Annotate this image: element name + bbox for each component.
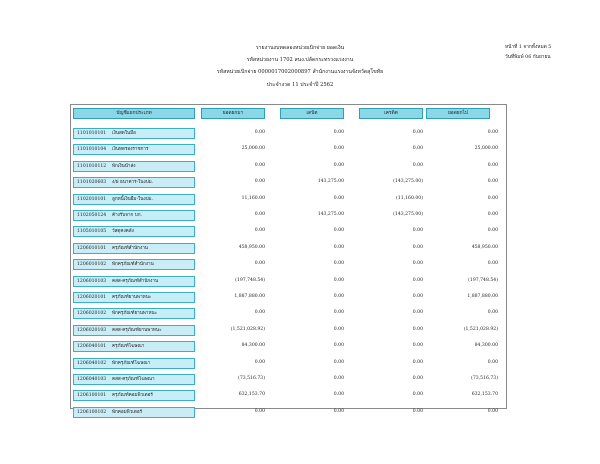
balance-cell: (73,516.73) [471, 376, 498, 381]
account-cell [73, 407, 195, 418]
debit-cell: 0.00 [333, 195, 344, 201]
balance-cell: 1,887,880.00 [467, 294, 498, 299]
carried-cell: 1,887,880.00 [234, 294, 265, 299]
account-cell [73, 276, 195, 287]
table-row [71, 161, 508, 173]
carried-cell: 0.00 [254, 261, 265, 267]
table-row [71, 259, 508, 271]
table-row [71, 226, 508, 238]
account-name: พักเงินนำส่ง [112, 163, 136, 169]
carried-cell: 0.00 [254, 310, 265, 316]
account-cell [73, 210, 195, 221]
credit-cell: (11,160.00) [396, 195, 423, 201]
account-name: เงินสดในมือ [112, 131, 136, 136]
carried-cell: 84,300.00 [241, 343, 265, 349]
account-name: วัสดุคงคลัง [112, 229, 134, 235]
account-name: ครุภัณฑ์สำนักงาน [112, 245, 148, 251]
debit-cell: 0.00 [333, 294, 344, 299]
column-header-carried: ยอดยกมา [201, 108, 265, 119]
credit-cell: 0.00 [412, 343, 423, 349]
credit-cell: 0.00 [412, 359, 423, 365]
debit-cell: 0.00 [333, 277, 344, 283]
credit-cell: 0.00 [412, 310, 423, 316]
account-code: 1102010101 [77, 196, 107, 202]
credit-cell: 0.00 [412, 376, 423, 381]
debit-cell: 0.00 [333, 146, 344, 152]
account-cell [73, 177, 195, 188]
balance-cell: 0.00 [487, 162, 498, 168]
account-name: พักครุภัณฑ์โฆษณา [112, 360, 151, 366]
account-code: 1206040103 [77, 377, 107, 382]
debit-cell: 143,275.00 [317, 179, 344, 185]
account-name: ลูกหนี้เงินยืม-ในงปม. [112, 196, 154, 202]
account-cell [73, 128, 195, 139]
credit-cell: 0.00 [412, 261, 423, 267]
debit-cell: 0.00 [333, 326, 344, 332]
credit-cell: 0.00 [412, 162, 423, 168]
column-header-balance: ยอดยกไป [426, 108, 490, 119]
balance-cell: (197,748.54) [468, 277, 498, 283]
balance-cell: 0.00 [487, 359, 498, 365]
account-name: เงินทดรองราชการ [112, 147, 149, 153]
account-code: 1101020603 [77, 180, 107, 186]
period-line: ประจำงวด 11 ประจำปี 2562 [266, 82, 334, 88]
carried-cell: (197,748.54) [235, 277, 265, 283]
balance-cell: 0.00 [487, 212, 498, 217]
carried-cell: 25,000.00 [241, 146, 265, 152]
account-cell [73, 292, 195, 303]
account-code: 1206020101 [77, 295, 107, 300]
carried-cell: 0.00 [254, 162, 265, 168]
account-code: 1206040101 [77, 344, 107, 350]
balance-cell: 0.00 [487, 195, 498, 201]
table-row [71, 407, 508, 419]
carried-cell: 0.00 [254, 408, 265, 414]
account-code: 1206100102 [77, 409, 107, 415]
balance-cell: 25,000.00 [474, 146, 498, 152]
credit-cell: 0.00 [412, 326, 423, 332]
carried-cell: 0.00 [254, 212, 265, 217]
table-row [71, 177, 508, 189]
table-row [71, 144, 508, 156]
account-name: ง/ฝ ธนาคาร-ในงปม. [112, 180, 154, 186]
account-code: 1206010102 [77, 262, 107, 268]
account-cell [73, 161, 195, 172]
credit-cell: 0.00 [412, 408, 423, 414]
trial-balance-table [70, 104, 507, 415]
balance-cell: 0.00 [487, 408, 498, 414]
account-cell [73, 243, 195, 254]
table-row [71, 128, 508, 140]
credit-cell: 0.00 [412, 277, 423, 283]
account-cell [73, 308, 195, 319]
table-row [71, 210, 508, 222]
balance-cell: 0.00 [487, 261, 498, 267]
credit-cell: 0.00 [412, 146, 423, 152]
balance-cell: (1,521,028.92) [463, 326, 498, 332]
balance-cell: 0.00 [487, 179, 498, 185]
account-code: 1206040102 [77, 360, 107, 366]
account-name: พักครุภัณฑ์สำนักงาน [112, 262, 154, 268]
balance-cell: 0.00 [487, 310, 498, 316]
debit-cell: 0.00 [333, 359, 344, 365]
table-row [71, 390, 508, 402]
account-cell [73, 358, 195, 369]
account-name: ครุภัณฑ์คอมพิวเตอร์ [112, 393, 153, 399]
carried-cell: 0.00 [254, 179, 265, 185]
account-code: 1206010103 [77, 278, 107, 284]
account-name: ครุภัณฑ์โฆษณา [112, 344, 145, 350]
account-cell [73, 144, 195, 155]
account-code: 1101010101 [77, 131, 107, 136]
credit-cell: 0.00 [412, 130, 423, 135]
table-row [71, 194, 508, 206]
page-number: หน้าที่ 1 จากทั้งหมด 5 [505, 45, 552, 50]
balance-cell: 84,300.00 [474, 343, 498, 349]
table-row [71, 243, 508, 255]
carried-cell: (1,521,028.92) [230, 326, 265, 332]
table-row [71, 341, 508, 353]
account-code: 1102050124 [77, 213, 107, 218]
debit-cell: 0.00 [333, 310, 344, 316]
account-name: ครุภัณฑ์ยานพาหนะ [112, 295, 152, 300]
account-name: ค้างรับจาก บก. [112, 213, 142, 218]
table-row [71, 276, 508, 288]
account-name: คสส-ครุภัณฑ์ยานพาหนะ [112, 327, 162, 333]
credit-cell: 0.00 [412, 228, 423, 234]
balance-cell: 458,950.00 [471, 244, 498, 250]
debit-cell: 0.00 [333, 408, 344, 414]
print-date: วันที่พิมพ์ 06 กันยายน [505, 55, 551, 60]
account-cell [73, 390, 195, 401]
debit-cell: 143,275.00 [317, 212, 344, 217]
account-code: 1206100101 [77, 393, 107, 399]
account-name: พักครุภัณฑ์ยานพาหนะ [112, 311, 158, 317]
debit-cell: 0.00 [333, 162, 344, 168]
balance-cell: 0.00 [487, 130, 498, 135]
account-cell [73, 325, 195, 336]
balance-cell: 0.00 [487, 228, 498, 234]
carried-cell: 11,160.00 [241, 195, 265, 201]
column-header-debit: เดบิต [280, 108, 344, 119]
carried-cell: 458,950.00 [238, 244, 265, 250]
credit-cell: 0.00 [412, 294, 423, 299]
account-cell [73, 226, 195, 237]
account-code: 1206020103 [77, 327, 107, 333]
credit-cell: 0.00 [412, 244, 423, 250]
debit-cell: 0.00 [333, 376, 344, 381]
table-row [71, 358, 508, 370]
agency-line: รหัสหน่วยงาน 1702 สนง.ปลัดกระทรวงแรงงาน [246, 57, 354, 63]
carried-cell: 0.00 [254, 359, 265, 365]
account-code: 1105010105 [77, 229, 107, 235]
account-name: คสส-ครุภัณฑ์โฆษณา [112, 377, 155, 382]
report-title: รายงานงบทดลองหน่วยเบิกจ่าย ยอดเงิน [255, 45, 345, 51]
table-row [71, 374, 508, 386]
credit-cell: (143,275.00) [393, 212, 423, 217]
table-row [71, 325, 508, 337]
credit-cell: (143,275.00) [393, 179, 423, 185]
disbursing-unit-line: รหัสหน่วยเบิกจ่าย 0000017002000897 สำนักงานแรงงานจังหวัดสุโขทัย [216, 69, 384, 75]
account-name: พักคอมพิวเตอร์ [112, 409, 143, 415]
carried-cell: (73,516.73) [238, 376, 265, 381]
account-cell [73, 194, 195, 205]
column-header-credit: เครดิต [359, 108, 423, 119]
account-code: 1101010112 [77, 163, 107, 169]
debit-cell: 0.00 [333, 392, 344, 398]
carried-cell: 0.00 [254, 228, 265, 234]
account-cell [73, 341, 195, 352]
credit-cell: 0.00 [412, 392, 423, 398]
account-code: 1101010104 [77, 147, 107, 153]
table-row [71, 292, 508, 304]
carried-cell: 632,153.70 [238, 392, 265, 398]
debit-cell: 0.00 [333, 228, 344, 234]
balance-cell: 632,153.70 [471, 392, 498, 398]
account-code: 1206010101 [77, 245, 107, 251]
column-header-account: บัญชีแยกประเภท [73, 108, 195, 119]
debit-cell: 0.00 [333, 130, 344, 135]
account-code: 1206020102 [77, 311, 107, 317]
carried-cell: 0.00 [254, 130, 265, 135]
debit-cell: 0.00 [333, 343, 344, 349]
account-cell [73, 374, 195, 385]
account-name: คสส-ครุภัณฑ์สำนักงาน [112, 278, 159, 284]
account-cell [73, 259, 195, 270]
debit-cell: 0.00 [333, 261, 344, 267]
table-row [71, 308, 508, 320]
debit-cell: 0.00 [333, 244, 344, 250]
